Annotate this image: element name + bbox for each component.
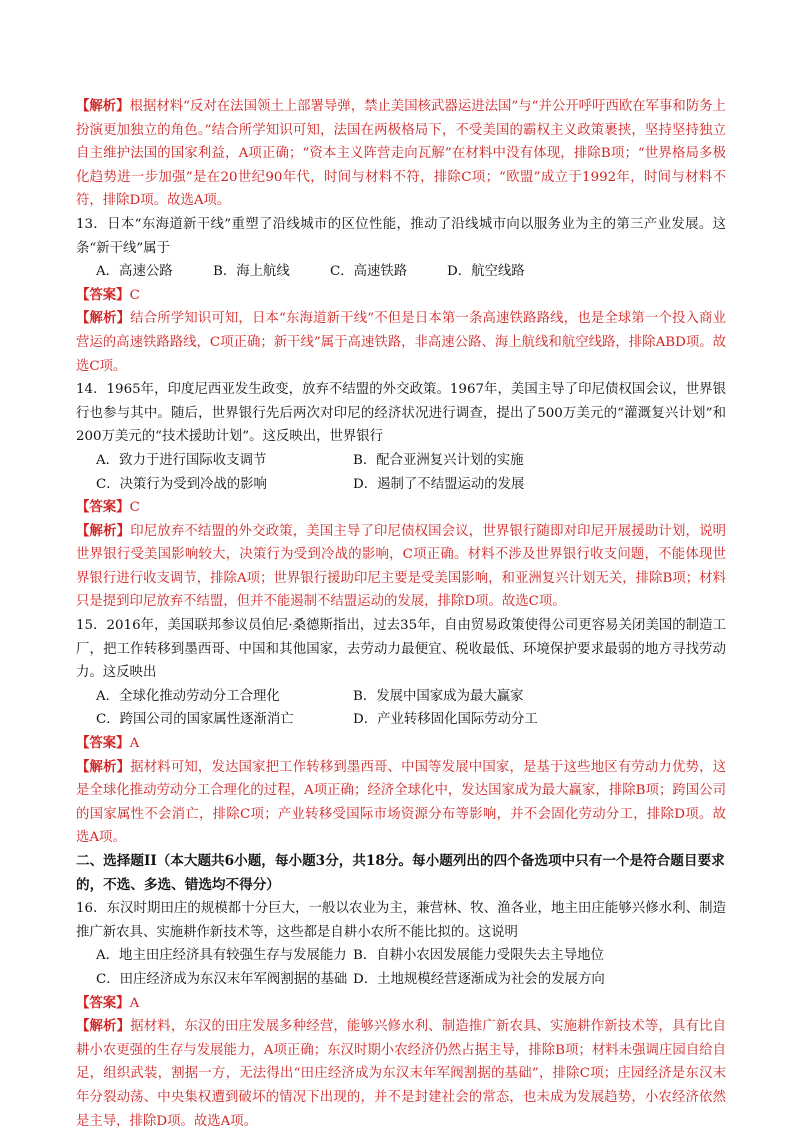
analysis-paragraph — [76, 1015, 726, 1133]
options-row — [76, 708, 726, 732]
analysis-tag: 【解析】 — [76, 1018, 131, 1035]
analysis-paragraph — [76, 307, 726, 378]
analysis-tag: 【解析】 — [76, 758, 131, 775]
options-row — [76, 944, 726, 968]
question-16: 16．东汉时期田庄的规模都十分巨大，一般以农业为主，兼营林、牧、渔各业，地主田庄能够兴修水利、制造推广新农具、实施耕作新技术等，这些都是自耕小农所不能比拟的。这说明 — [76, 901, 726, 940]
option-a: A．全球化推动劳动分工合理化 — [96, 688, 280, 704]
answer-tag: 【答案】 — [76, 994, 130, 1011]
option-d: D．航空线路 — [447, 264, 525, 280]
analysis-paragraph — [76, 95, 726, 213]
options-row — [76, 685, 726, 709]
analysis-text: 根据材料“反对在法国领土上部署导弹，禁止美国核武器运进法国”与“并公开呼吁西欧在军事和防务上扮演更加独立的角色。”结合所学知识可知，法国在两极格局下，不受美国的霸权主义政策裹挟，坚持坚持独立自主维护法国的国家利益，A项正确；“资本主义阵营走向瓦解”在材料中没有体现，排除B项；“世界格局多极化趋势进一步加强”是在20世纪90年代，时间与材料不符，排除C项；“欧盟”成立于1992年，时间与材料不符，排除D项。故选A项。 — [76, 99, 726, 209]
analysis-text: 据材料可知，发达国家把工作转移到墨西哥、中国等发展中国家，是基于这些地区有劳动力优势，这是全球化推动劳动分工合理化的过程，A项正确；经济全球化中，发达国家成为最大赢家，排除B项；跨国公司的国家属性不会消亡，排除C项；产业转移受国际市场资源分布等影响，并不会固化劳动分工，排除D项。故选A项。 — [76, 759, 727, 846]
answer-value: C — [129, 500, 140, 516]
options-row — [76, 473, 726, 497]
analysis-text: 结合所学知识可知，日本“东海道新干线”不但是日本第一条高速铁路路线，也是全球第一个投入商业营运的高速铁路路线，C项正确；新干线”属于高速铁路，非高速公路、海上航线和航空线路，排除ABD项。故选C项。 — [76, 311, 726, 374]
option-c: C．高速铁路 — [330, 264, 408, 280]
answer-line — [76, 284, 726, 308]
option-c: C．跨国公司的国家属性逐渐消亡 — [96, 712, 294, 728]
document-page — [76, 95, 726, 1133]
option-c: C．田庄经济成为东汉末年军阀割据的基础 — [96, 971, 348, 987]
answer-value: C — [129, 287, 140, 303]
answer-value: A — [129, 736, 140, 752]
answer-value: A — [129, 995, 140, 1011]
option-a: A．高速公路 — [96, 264, 173, 280]
section-heading: 二、选择题II（本大题共6小题，每小题3分，共18分。每小题列出的四个备选项中只有一个是符合题目要求的，不选、多选、错选均不得分） — [76, 853, 725, 893]
analysis-paragraph — [76, 520, 726, 614]
option-a: A．地主田庄经济具有较强生存与发展能力 — [96, 948, 347, 964]
analysis-text: 印尼放弃不结盟的外交政策，美国主导了印尼债权国会议，世界银行随即对印尼开展援助计划，说明世界银行受美国影响较大，决策行为受到冷战的影响，C项正确。材料不涉及世界银行收支问题，不能体现世界银行进行收支调节，排除A项；世界银行援助印尼主要是受美国影响，和亚洲复兴计划无关，排除B项；材料只是提到印尼放弃不结盟，但并不能遏制不结盟运动的发展，排除D项。故选C项。 — [76, 523, 727, 610]
question-13: 13．日本“东海道新干线”重塑了沿线城市的区位性能，推动了沿线城市向以服务业为主的第三产业发展。这条“新干线”属于 — [76, 216, 726, 256]
option-b: B．海上航线 — [213, 264, 290, 280]
answer-tag: 【答案】 — [76, 735, 130, 752]
answer-line — [76, 732, 726, 756]
answer-line — [76, 496, 726, 520]
options-row — [76, 449, 726, 473]
option-b: B．发展中国家成为最大赢家 — [353, 688, 524, 704]
analysis-text: 据材料，东汉的田庄发展多种经营，能够兴修水利、制造推广新农具、实施耕作新技术等，具有比自耕小农更强的生存与发展能力，A项正确；东汉时期小农经济仍然占据主导，排除B项；材料未强调庄园自给自足，组织武装，割据一方，无法得出“田庄经济成为东汉末年军阀割据的基础”，排除C项；庄园经济是东汉末年分裂动荡、中央集权遭到破坏的情况下出现的，并不是封建社会的常态，也未成为发展趋势，小农经济依然是主导，排除D项。故选A项。 — [76, 1019, 727, 1129]
answer-tag: 【答案】 — [76, 286, 130, 303]
options-row — [76, 968, 726, 992]
question-15: 15．2016年，美国联邦参议员伯尼·桑德斯指出，过去35年，自由贸易政策使得公司更容易关闭美国的制造工厂，把工作转移到墨西哥、中国和其他国家，去劳动力最便宜、税收最低、环境保护要求最弱的地方寻找劳动力。这反映出 — [76, 618, 726, 681]
option-b: B．自耕小农因发展能力受限失去主导地位 — [353, 948, 604, 964]
analysis-paragraph — [76, 756, 726, 850]
option-a: A．致力于进行国际收支调节 — [96, 452, 267, 468]
answer-tag: 【答案】 — [76, 499, 130, 516]
option-d: D．遏制了不结盟运动的发展 — [353, 476, 525, 492]
option-d: D．产业转移固化国际劳动分工 — [353, 712, 538, 728]
analysis-tag: 【解析】 — [76, 522, 131, 539]
analysis-tag: 【解析】 — [76, 98, 130, 114]
analysis-tag: 【解析】 — [76, 310, 131, 327]
question-14: 14．1965年，印度尼西亚发生政变，放弃不结盟的外交政策。1967年，美国主导了印尼债权国会议，世界银行也参与其中。随后，世界银行先后两次对印尼的经济状况进行调查，提出了500万美元的“灌溉复兴计划”和200万美元的“技术援助计划”。这反映出，世界银行 — [76, 382, 726, 445]
options-row — [76, 260, 726, 284]
option-d: D．土地规模经营逐渐成为社会的发展方向 — [353, 971, 605, 987]
option-c: C．决策行为受到冷战的影响 — [96, 476, 267, 492]
option-b: B．配合亚洲复兴计划的实施 — [353, 452, 524, 468]
answer-line — [76, 992, 726, 1016]
